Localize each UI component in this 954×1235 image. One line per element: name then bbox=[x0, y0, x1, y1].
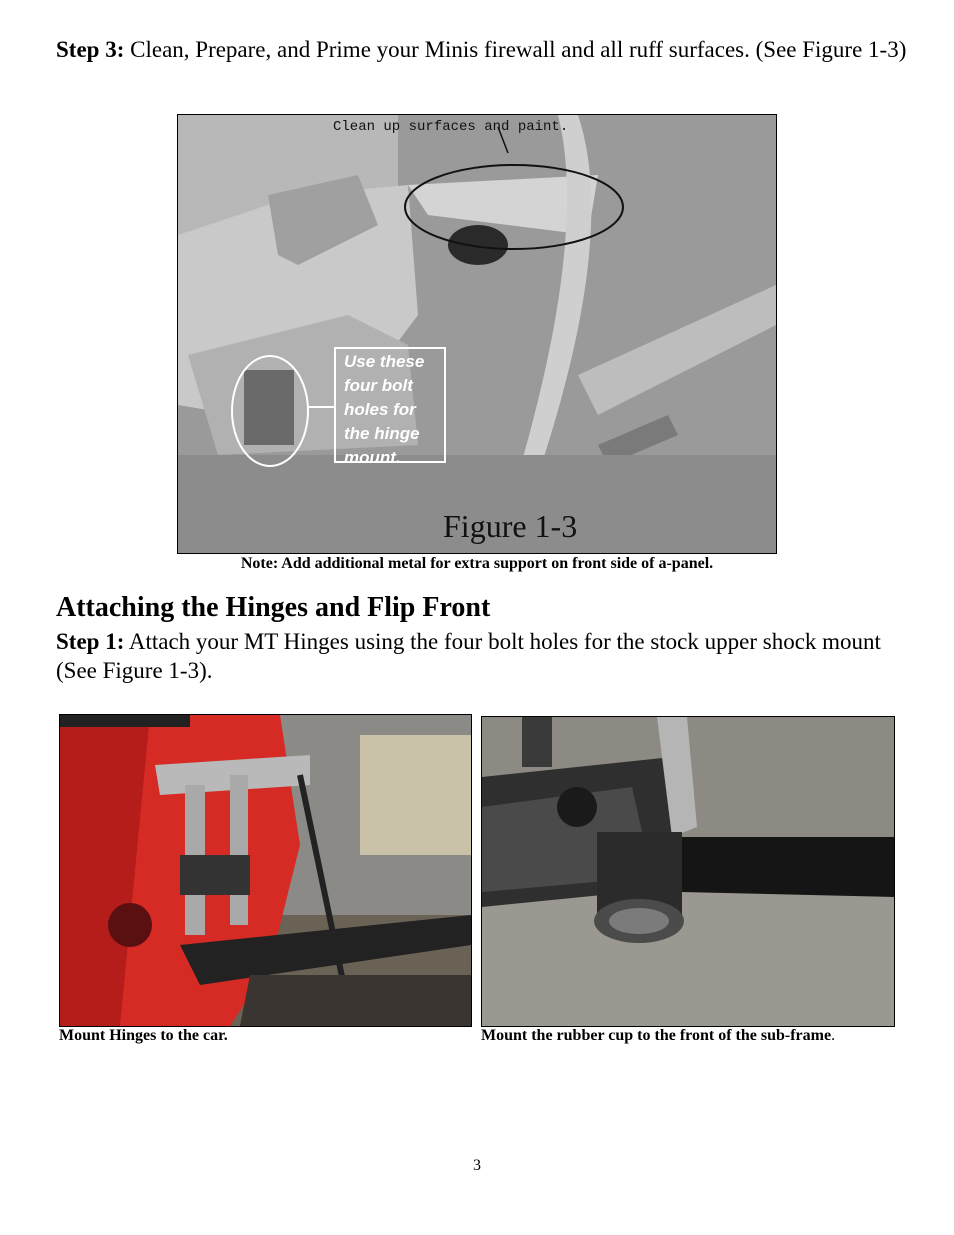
figure-1-3-photo bbox=[177, 114, 777, 554]
right-caption-period: . bbox=[831, 1027, 836, 1044]
rubber-cup-photo-illustration bbox=[482, 717, 894, 1026]
hinges-photo bbox=[59, 714, 472, 1027]
step1-label: Step 1: bbox=[56, 629, 125, 654]
figure-label: Figure 1-3 bbox=[443, 508, 578, 544]
section-heading: Attaching the Hinges and Flip Front bbox=[56, 592, 491, 623]
right-caption-text: Mount the rubber cup to the front of the sub-frame bbox=[481, 1027, 832, 1044]
firewall-photo-illustration bbox=[178, 115, 776, 553]
step1-paragraph bbox=[56, 627, 916, 685]
page-number: 3 bbox=[473, 1157, 481, 1174]
step1-text: Attach your MT Hinges using the four bolt holes for the stock upper shock mount (See Figure 1-3). bbox=[56, 629, 881, 683]
step3-paragraph bbox=[56, 28, 916, 71]
right-photo-caption bbox=[481, 1027, 835, 1045]
left-photo-caption: Mount Hinges to the car. bbox=[59, 1027, 228, 1044]
figure-note: Note: Add additional metal for extra support on front side of a-panel. bbox=[240, 555, 714, 572]
step3-text: Clean, Prepare, and Prime your Minis firewall and all ruff surfaces. (See Figure 1-3) bbox=[124, 37, 907, 62]
rubber-cup-photo bbox=[481, 716, 895, 1027]
hinges-photo-illustration bbox=[60, 715, 471, 1026]
step3-label: Step 3: bbox=[56, 37, 125, 62]
bolt-holes-callout: Use these four bolt holes for the hinge mount. bbox=[334, 347, 446, 463]
figure-top-annotation: Clean up surfaces and paint. bbox=[333, 119, 569, 135]
